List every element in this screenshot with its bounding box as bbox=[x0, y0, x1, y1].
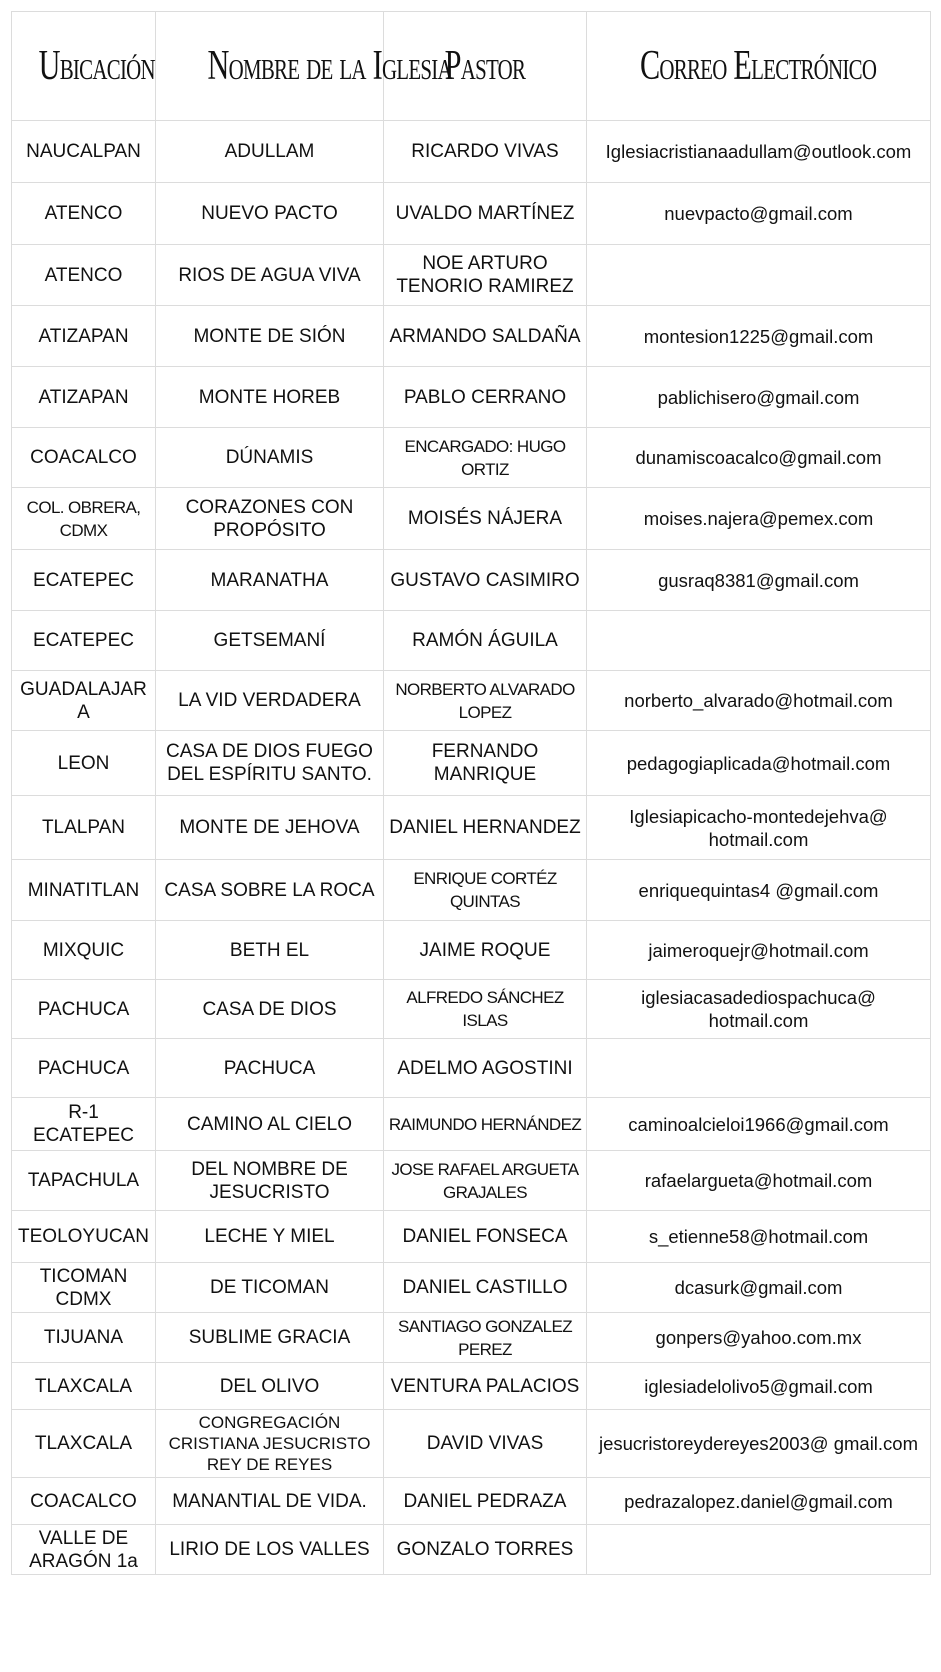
pastor-cell: UVALDO MARTÍNEZ bbox=[384, 183, 587, 245]
location-cell: ATENCO bbox=[12, 245, 156, 306]
email-cell: montesion1225@gmail.com bbox=[587, 306, 931, 367]
pastor-cell: RAIMUNDO HERNÁNDEZ bbox=[384, 1098, 587, 1151]
location-cell: TEOLOYUCAN bbox=[12, 1211, 156, 1263]
table-row bbox=[12, 731, 931, 796]
location-cell: GUADALAJARA bbox=[12, 671, 156, 731]
church-cell: CASA DE DIOS bbox=[156, 980, 384, 1039]
church-cell: CAMINO AL CIELO bbox=[156, 1098, 384, 1151]
church-cell: RIOS DE AGUA VIVA bbox=[156, 245, 384, 306]
pastor-cell: PABLO CERRANO bbox=[384, 367, 587, 428]
pastor-cell: GUSTAVO CASIMIRO bbox=[384, 550, 587, 611]
pastor-cell: JOSE RAFAEL ARGUETA GRAJALES bbox=[384, 1151, 587, 1211]
location-cell: ECATEPEC bbox=[12, 550, 156, 611]
table-row bbox=[12, 1525, 931, 1575]
church-cell: GETSEMANÍ bbox=[156, 611, 384, 671]
table-row bbox=[12, 796, 931, 860]
location-cell: LEON bbox=[12, 731, 156, 796]
church-cell: MARANATHA bbox=[156, 550, 384, 611]
email-cell bbox=[587, 245, 931, 306]
table-row bbox=[12, 550, 931, 611]
church-cell: CORAZONES CON PROPÓSITO bbox=[156, 488, 384, 550]
pastor-cell: ALFREDO SÁNCHEZ ISLAS bbox=[384, 980, 587, 1039]
table-row bbox=[12, 245, 931, 306]
email-cell: enriquequintas4 @gmail.com bbox=[587, 860, 931, 921]
table-row bbox=[12, 1363, 931, 1410]
email-cell: rafaelargueta@hotmail.com bbox=[587, 1151, 931, 1211]
church-cell: DEL OLIVO bbox=[156, 1363, 384, 1410]
header-church-name: Nombre de la Iglesia bbox=[156, 12, 384, 121]
location-cell: ATIZAPAN bbox=[12, 367, 156, 428]
pastor-cell: SANTIAGO GONZALEZ PEREZ bbox=[384, 1313, 587, 1363]
table-row bbox=[12, 1313, 931, 1363]
location-cell: PACHUCA bbox=[12, 1039, 156, 1098]
email-cell: dunamiscoacalco@gmail.com bbox=[587, 428, 931, 488]
email-cell: moises.najera@pemex.com bbox=[587, 488, 931, 550]
church-cell: CASA SOBRE LA ROCA bbox=[156, 860, 384, 921]
table-row bbox=[12, 1263, 931, 1313]
table-row bbox=[12, 611, 931, 671]
location-cell: TAPACHULA bbox=[12, 1151, 156, 1211]
church-cell: MONTE HOREB bbox=[156, 367, 384, 428]
location-cell: MINATITLAN bbox=[12, 860, 156, 921]
pastor-cell: MOISÉS NÁJERA bbox=[384, 488, 587, 550]
table-row bbox=[12, 921, 931, 980]
church-cell: BETH EL bbox=[156, 921, 384, 980]
church-cell: PACHUCA bbox=[156, 1039, 384, 1098]
pastor-cell: FERNANDO MANRIQUE bbox=[384, 731, 587, 796]
pastor-cell: ENRIQUE CORTÉZ QUINTAS bbox=[384, 860, 587, 921]
church-cell: CONGREGACIÓN CRISTIANA JESUCRISTO REY DE REYES bbox=[156, 1410, 384, 1478]
email-cell: s_etienne58@hotmail.com bbox=[587, 1211, 931, 1263]
location-cell: PACHUCA bbox=[12, 980, 156, 1039]
table-row bbox=[12, 183, 931, 245]
location-cell: TLAXCALA bbox=[12, 1363, 156, 1410]
church-cell: MANANTIAL DE VIDA. bbox=[156, 1478, 384, 1525]
church-directory-table bbox=[11, 11, 931, 1575]
location-cell: MIXQUIC bbox=[12, 921, 156, 980]
church-cell: NUEVO PACTO bbox=[156, 183, 384, 245]
location-cell: TLAXCALA bbox=[12, 1410, 156, 1478]
email-cell bbox=[587, 611, 931, 671]
email-cell: jesucristoreydereyes2003@ gmail.com bbox=[587, 1410, 931, 1478]
church-cell: DEL NOMBRE DE JESUCRISTO bbox=[156, 1151, 384, 1211]
location-cell: TLALPAN bbox=[12, 796, 156, 860]
church-cell: ADULLAM bbox=[156, 121, 384, 183]
pastor-cell: RAMÓN ÁGUILA bbox=[384, 611, 587, 671]
location-cell: COACALCO bbox=[12, 1478, 156, 1525]
email-cell: pablichisero@gmail.com bbox=[587, 367, 931, 428]
header-pastor: Pastor bbox=[384, 12, 587, 121]
pastor-cell: VENTURA PALACIOS bbox=[384, 1363, 587, 1410]
church-cell: LA VID VERDADERA bbox=[156, 671, 384, 731]
table-row bbox=[12, 1410, 931, 1478]
church-cell: MONTE DE JEHOVA bbox=[156, 796, 384, 860]
table-row bbox=[12, 1151, 931, 1211]
email-cell: gusraq8381@gmail.com bbox=[587, 550, 931, 611]
email-cell: nuevpacto@gmail.com bbox=[587, 183, 931, 245]
email-cell bbox=[587, 1039, 931, 1098]
pastor-cell: NORBERTO ALVARADO LOPEZ bbox=[384, 671, 587, 731]
table-row bbox=[12, 1039, 931, 1098]
church-cell: LIRIO DE LOS VALLES bbox=[156, 1525, 384, 1575]
location-cell: R-1 ECATEPEC bbox=[12, 1098, 156, 1151]
header-row bbox=[12, 12, 931, 121]
email-cell: Iglesiapicacho-montedejehva@ hotmail.com bbox=[587, 796, 931, 860]
church-cell: DE TICOMAN bbox=[156, 1263, 384, 1313]
table-row bbox=[12, 1098, 931, 1151]
location-cell: TICOMAN CDMX bbox=[12, 1263, 156, 1313]
email-cell: Iglesiacristianaadullam@outlook.com bbox=[587, 121, 931, 183]
pastor-cell: ARMANDO SALDAÑA bbox=[384, 306, 587, 367]
church-cell: SUBLIME GRACIA bbox=[156, 1313, 384, 1363]
pastor-cell: NOE ARTURO TENORIO RAMIREZ bbox=[384, 245, 587, 306]
church-cell: MONTE DE SIÓN bbox=[156, 306, 384, 367]
pastor-cell: DAVID VIVAS bbox=[384, 1410, 587, 1478]
pastor-cell: RICARDO VIVAS bbox=[384, 121, 587, 183]
email-cell: pedagogiaplicada@hotmail.com bbox=[587, 731, 931, 796]
table-row bbox=[12, 306, 931, 367]
pastor-cell: DANIEL FONSECA bbox=[384, 1211, 587, 1263]
email-cell: dcasurk@gmail.com bbox=[587, 1263, 931, 1313]
email-cell: iglesiacasadediospachuca@ hotmail.com bbox=[587, 980, 931, 1039]
pastor-cell: GONZALO TORRES bbox=[384, 1525, 587, 1575]
location-cell: VALLE DE ARAGÓN 1a bbox=[12, 1525, 156, 1575]
location-cell: ATIZAPAN bbox=[12, 306, 156, 367]
pastor-cell: ENCARGADO: HUGO ORTIZ bbox=[384, 428, 587, 488]
pastor-cell: DANIEL CASTILLO bbox=[384, 1263, 587, 1313]
location-cell: NAUCALPAN bbox=[12, 121, 156, 183]
church-cell: LECHE Y MIEL bbox=[156, 1211, 384, 1263]
pastor-cell: DANIEL HERNANDEZ bbox=[384, 796, 587, 860]
table-row bbox=[12, 860, 931, 921]
pastor-cell: ADELMO AGOSTINI bbox=[384, 1039, 587, 1098]
email-cell: gonpers@yahoo.com.mx bbox=[587, 1313, 931, 1363]
table-row bbox=[12, 1478, 931, 1525]
header-location: Ubicación bbox=[12, 12, 156, 121]
location-cell: ATENCO bbox=[12, 183, 156, 245]
location-cell: ECATEPEC bbox=[12, 611, 156, 671]
pastor-cell: DANIEL PEDRAZA bbox=[384, 1478, 587, 1525]
email-cell: jaimeroquejr@hotmail.com bbox=[587, 921, 931, 980]
email-cell: iglesiadelolivo5@gmail.com bbox=[587, 1363, 931, 1410]
header-email: Correo Electrónico bbox=[587, 12, 931, 121]
table-row bbox=[12, 428, 931, 488]
church-cell: DÚNAMIS bbox=[156, 428, 384, 488]
email-cell: norberto_alvarado@hotmail.com bbox=[587, 671, 931, 731]
email-cell: caminoalcieloi1966@gmail.com bbox=[587, 1098, 931, 1151]
table-row bbox=[12, 980, 931, 1039]
location-cell: COACALCO bbox=[12, 428, 156, 488]
location-cell: TIJUANA bbox=[12, 1313, 156, 1363]
table-row bbox=[12, 367, 931, 428]
table-row bbox=[12, 671, 931, 731]
table-row bbox=[12, 1211, 931, 1263]
church-cell: CASA DE DIOS FUEGO DEL ESPÍRITU SANTO. bbox=[156, 731, 384, 796]
pastor-cell: JAIME ROQUE bbox=[384, 921, 587, 980]
email-cell bbox=[587, 1525, 931, 1575]
table-row bbox=[12, 121, 931, 183]
location-cell: COL. OBRERA, CDMX bbox=[12, 488, 156, 550]
table-row bbox=[12, 488, 931, 550]
email-cell: pedrazalopez.daniel@gmail.com bbox=[587, 1478, 931, 1525]
